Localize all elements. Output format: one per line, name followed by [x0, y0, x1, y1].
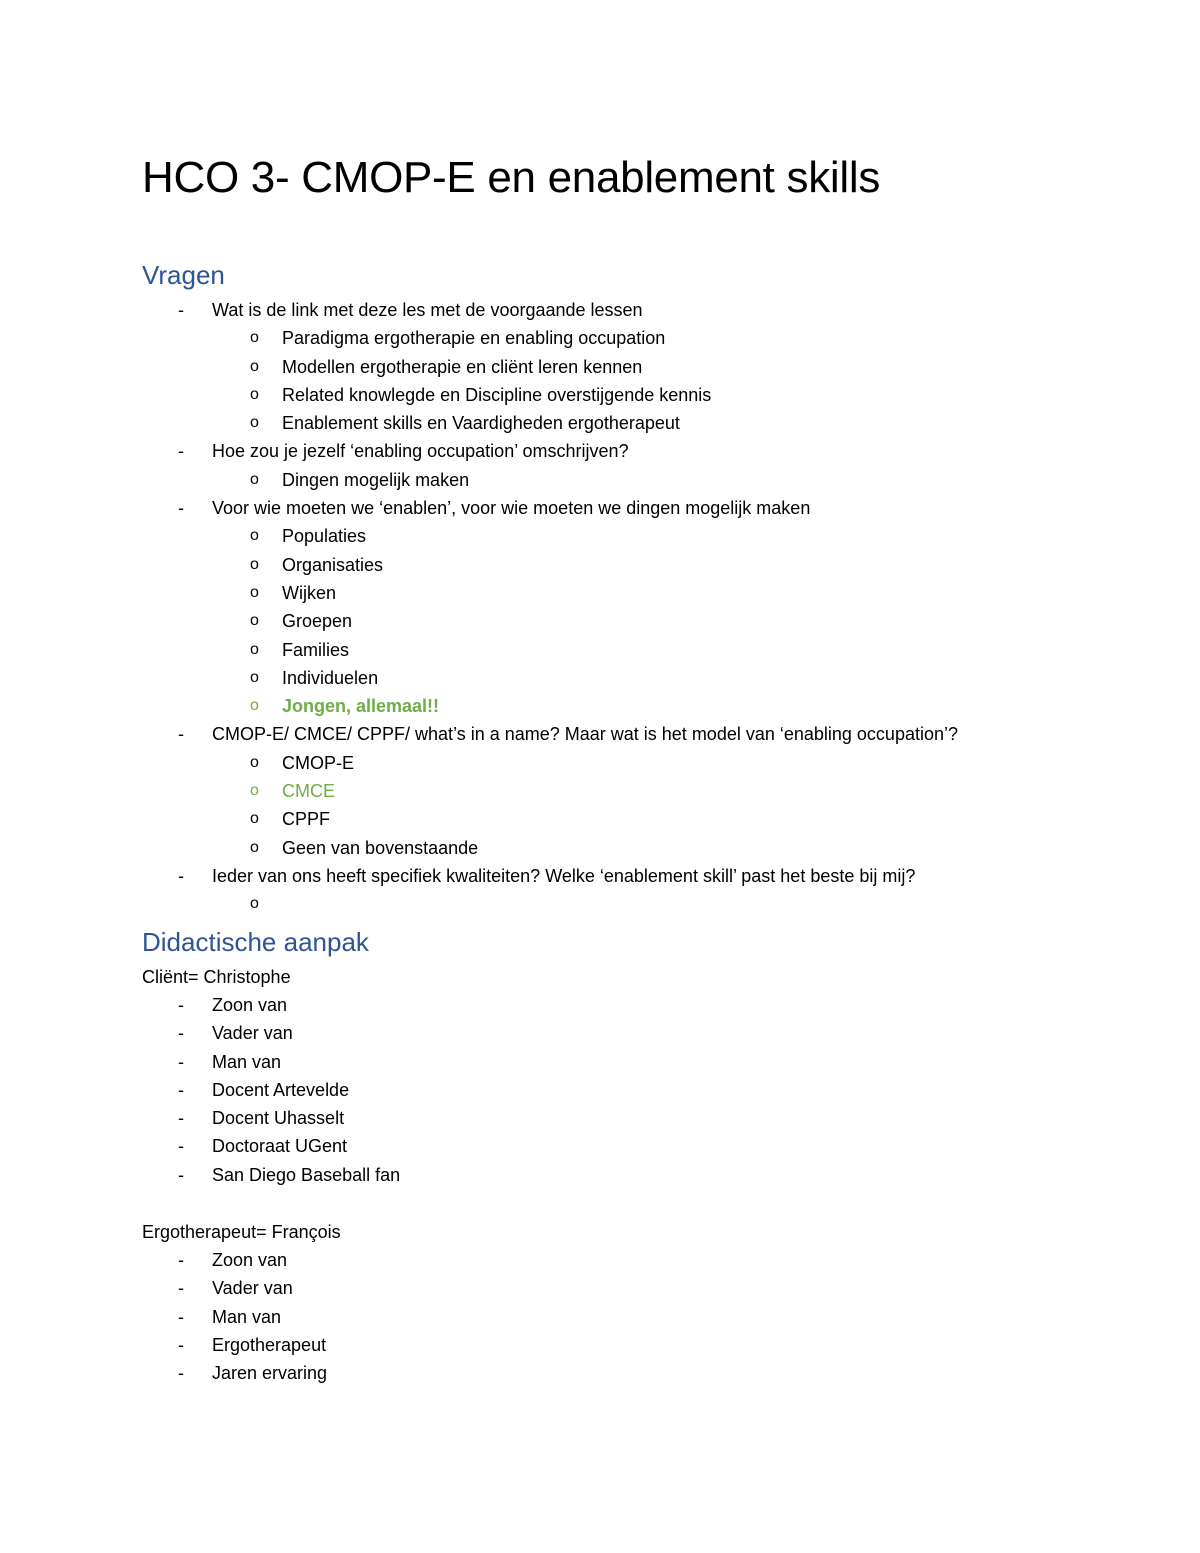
circle-bullet: o [250, 357, 259, 375]
list-item-text: Organisaties [282, 554, 384, 575]
circle-bullet: o [250, 527, 259, 545]
list-item-text: Jongen, allemaal!! [282, 696, 440, 717]
dash-bullet: - [178, 724, 184, 745]
circle-bullet: o [250, 753, 259, 771]
dash-bullet: - [178, 1023, 184, 1044]
list-item-text: Docent Artevelde [212, 1079, 350, 1100]
circle-bullet: o [250, 668, 259, 686]
list-item-text: Man van [212, 1051, 282, 1072]
section-heading-didactische-aanpak: Didactische aanpak [142, 927, 369, 957]
ergotherapeut-label: Ergotherapeut= François [142, 1222, 341, 1242]
dash-bullet: - [178, 1108, 184, 1129]
section-heading-vragen: Vragen [142, 260, 225, 290]
circle-bullet: o [250, 414, 259, 432]
dash-bullet: - [178, 1051, 184, 1072]
list-item-text: Related knowlegde en Discipline overstijgende kennis [282, 384, 712, 405]
circle-bullet: o [250, 810, 259, 828]
dash-bullet: - [178, 300, 184, 320]
list-item-text: Ieder van ons heeft specifiek kwaliteiten? Welke ‘enablement skill’ past het beste bij mij? [212, 865, 916, 886]
list-item-text: Wijken [282, 582, 337, 603]
list-item-text: Individuelen [282, 667, 379, 688]
list-item-text: Dingen mogelijk maken [282, 469, 470, 490]
circle-bullet: o [250, 329, 259, 347]
list-item-text: Man van [212, 1306, 282, 1327]
list-item-text: CMOP-E [282, 752, 354, 773]
list-item-text: CMOP-E/ CMCE/ CPPF/ what’s in a name? Maar wat is het model van ‘enabling occupation’? [212, 724, 958, 745]
circle-bullet: o [250, 782, 259, 800]
list-item-text: Populaties [282, 526, 367, 547]
circle-bullet: o [250, 697, 259, 715]
list-item-text: Modellen ergotherapie en cliënt leren kennen [282, 356, 643, 377]
dash-bullet: - [178, 995, 184, 1015]
circle-bullet: o [250, 640, 259, 658]
list-item-text: Ergotherapeut [212, 1334, 327, 1355]
list-item-text: Enablement skills en Vaardigheden ergotherapeut [282, 413, 680, 434]
list-item-text: San Diego Baseball fan [212, 1164, 401, 1185]
list-item-text: Docent Uhasselt [212, 1108, 345, 1129]
list-item-text: Geen van bovenstaande [282, 837, 479, 858]
list-item-text: Doctoraat UGent [212, 1136, 348, 1157]
document-title: HCO 3- CMOP-E en enablement skills [142, 153, 881, 202]
dash-bullet: - [178, 441, 184, 462]
circle-bullet: o [250, 470, 259, 488]
client-label: Cliënt= Christophe [142, 967, 291, 987]
circle-bullet: o [250, 612, 259, 630]
dash-bullet: - [178, 865, 184, 886]
dash-bullet: - [178, 1334, 184, 1355]
list-item-text: CPPF [282, 809, 331, 830]
list-item-text: Voor wie moeten we ‘enablen’, voor wie moeten we dingen mogelijk maken [212, 498, 811, 519]
dash-bullet: - [178, 1363, 184, 1384]
list-item-text: Vader van [212, 1278, 293, 1299]
dash-bullet: - [178, 498, 184, 519]
list-item-text: Jaren ervaring [212, 1363, 328, 1384]
list-item-text: Families [282, 639, 350, 660]
dash-bullet: - [178, 1278, 184, 1299]
circle-bullet: o [250, 583, 259, 601]
dash-bullet: - [178, 1164, 184, 1185]
circle-bullet: o [250, 838, 259, 856]
list-item-text: Wat is de link met deze les met de voorgaande lessen [212, 300, 643, 320]
circle-bullet: o [250, 385, 259, 403]
list-item-text: Paradigma ergotherapie en enabling occupation [282, 328, 666, 349]
list-item-text: Vader van [212, 1023, 293, 1044]
list-item-text: Zoon van [212, 995, 288, 1015]
dash-bullet: - [178, 1306, 184, 1327]
list-item-text: Groepen [282, 611, 353, 632]
list-item-text: Hoe zou je jezelf ‘enabling occupation’ omschrijven? [212, 441, 629, 462]
circle-bullet: o [250, 895, 259, 913]
circle-bullet: o [250, 555, 259, 573]
dash-bullet: - [178, 1079, 184, 1100]
dash-bullet: - [178, 1250, 184, 1270]
list-item-text: CMCE [282, 781, 335, 802]
dash-bullet: - [178, 1136, 184, 1157]
list-item-text: Zoon van [212, 1250, 288, 1270]
